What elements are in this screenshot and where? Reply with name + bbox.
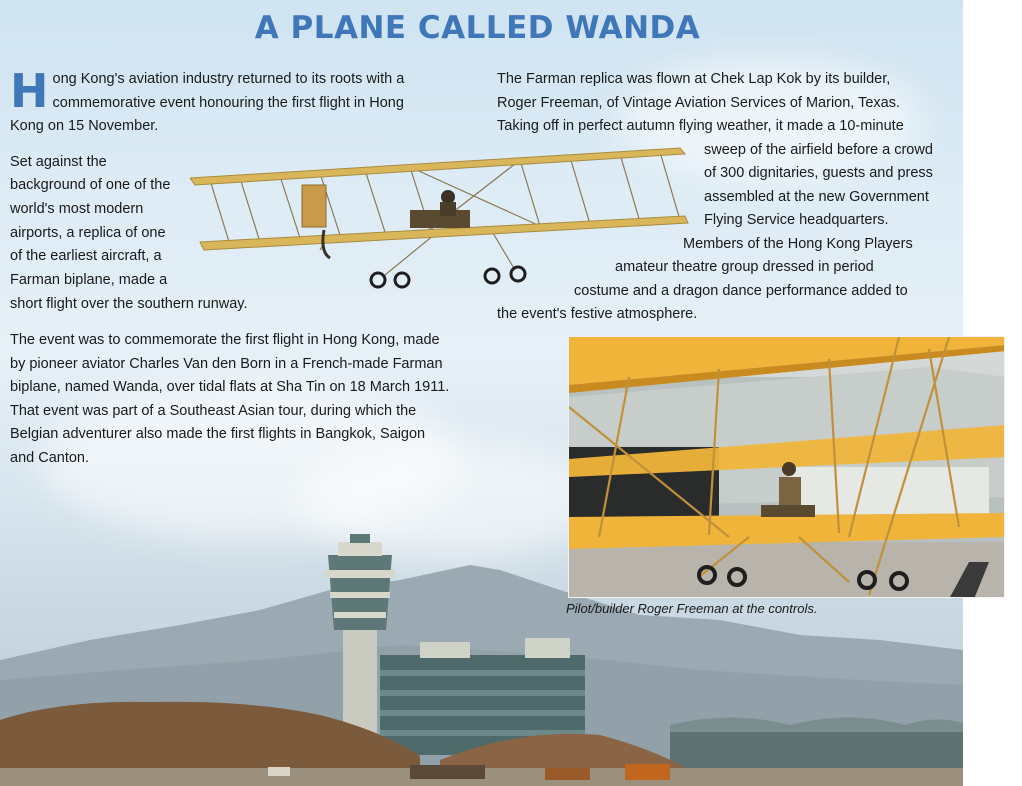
text-line: world's most modern (10, 201, 144, 217)
photo-caption: Pilot/builder Roger Freeman at the controls. (566, 601, 818, 616)
biplane-illustration (190, 140, 690, 300)
text-line: of the earliest aircraft, a (10, 248, 162, 264)
text-line: Flying Service headquarters. (704, 212, 889, 228)
text-line: Farman biplane, made a (10, 272, 168, 288)
text-line: background of one of the (10, 177, 171, 193)
text-line: amateur theatre group dressed in period (615, 259, 874, 275)
text-line: Taking off in perfect autumn flying weather, it made a 10-minute (497, 118, 904, 134)
text-line: of 300 dignitaries, guests and press (704, 165, 933, 181)
text-line: costume and a dragon dance performance added to (574, 283, 908, 299)
biplane-icon (190, 140, 690, 300)
text-line: The Farman replica was flown at Chek Lap Kok by its builder, (497, 71, 891, 87)
text-line: airports, a replica of one (10, 225, 166, 241)
intro-text: ong Kong's aviation industry returned to its roots with a commemorative event honouring the first flight in Hong Kong on 15 November. (10, 71, 405, 134)
text-line: assembled at the new Government (704, 189, 929, 205)
event-paragraph: The event was to commemorate the first flight in Hong Kong, made by pioneer aviator Charles Van den Born in a French-made Farman biplane, named Wanda, over tidal flats at Sha Tin on 18 March 1911. That event was part of a Southeast Asian tour, during which the Belgian adventurer also made the first flights in Bangkok, Saigon and Canton. (10, 332, 450, 466)
drop-cap: H (10, 64, 49, 118)
text-line: Roger Freeman, of Vintage Aviation Services of Marion, Texas. (497, 95, 900, 111)
text-line: the event's festive atmosphere. (497, 306, 698, 322)
text-line: sweep of the airfield before a crowd (704, 142, 933, 158)
text-line: Set against the (10, 154, 107, 170)
text-line: Members of the Hong Kong Players (683, 236, 913, 252)
page-title: A PLANE CALLED WANDA (254, 10, 701, 46)
text-line: short flight over the southern runway. (10, 296, 248, 312)
intro-paragraph (10, 64, 425, 139)
inset-photo (568, 336, 1005, 598)
hangar-biplane-photo (569, 337, 1005, 598)
